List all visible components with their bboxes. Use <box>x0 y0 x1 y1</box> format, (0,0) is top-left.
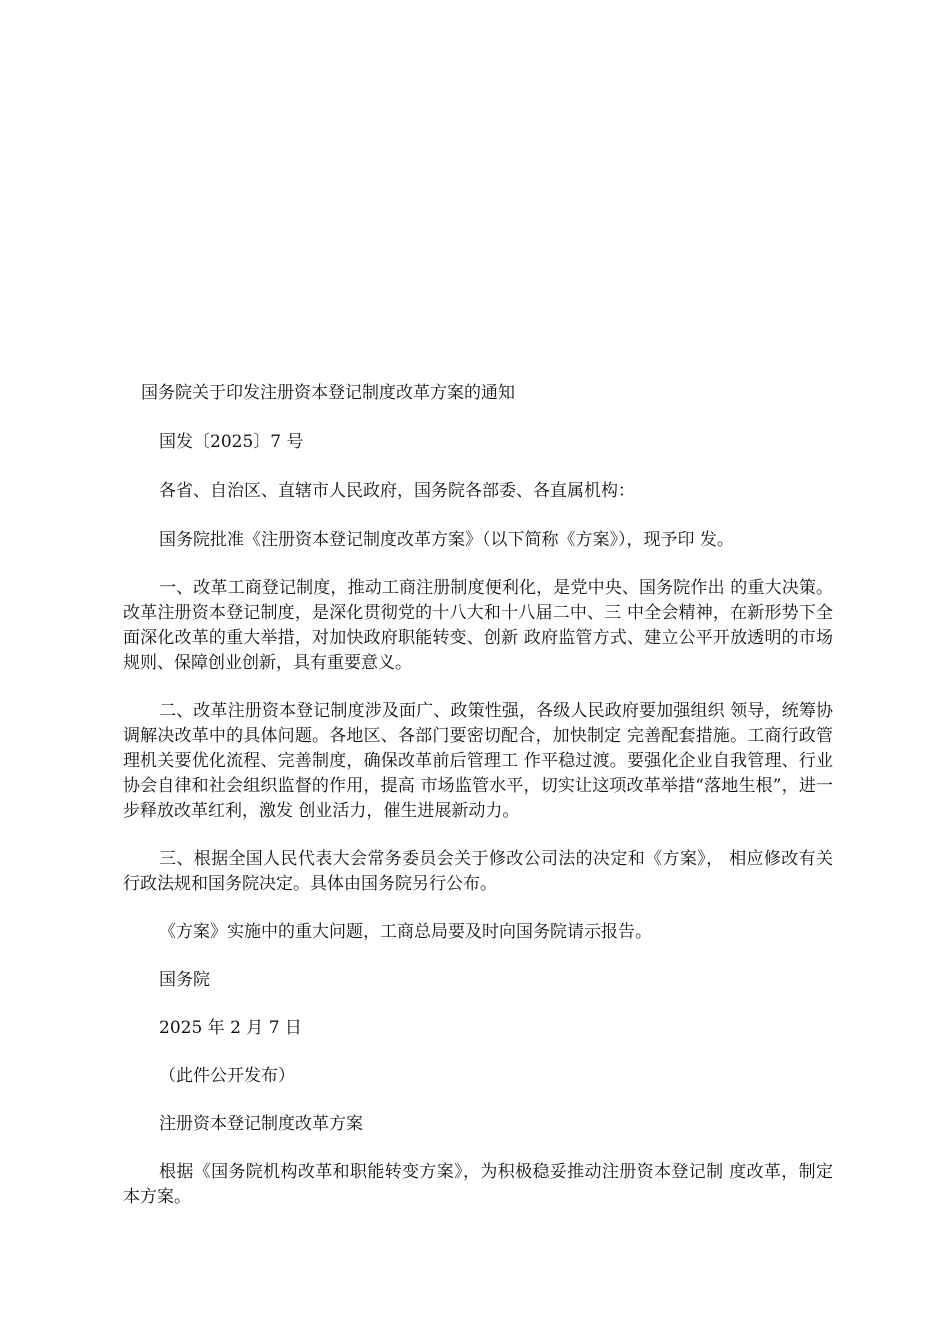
paragraph-2: 二、改革注册资本登记制度涉及面广、政策性强，各级人民政府要加强组织 领导，统筹协调解决改革中的具体问题。各地区、各部门要密切配合，加快制定 完善配套措施。工商行政管理机关要优化流程、完善制度，确保改革前后管理工 作平稳过渡。要强化企业自我管理、行业协会自律和社会组织监督的作用，提高 市场监管水平，切实让这项改革举措“落地生根”，进一步释放改革红利，激发 创业活力，催生进展新动力。 <box>123 701 833 821</box>
signature: 国务院 <box>159 970 210 990</box>
document-body <box>123 381 833 1210</box>
paragraph-3: 三、根据全国人民代表大会常务委员会关于修改公司法的决定和《方案》， 相应修改有关行政法规和国务院决定。具体由国务院另行公布。 <box>123 849 833 894</box>
notice-title: 国务院关于印发注册资本登记制度改革方案的通知 <box>141 383 515 403</box>
intro-paragraph: 国务院批准《注册资本登记制度改革方案》（以下简称《方案》），现予印 发。 <box>159 530 734 550</box>
publish-note: （此件公开发布） <box>159 1066 295 1086</box>
document-number: 国发〔2025〕7 号 <box>159 432 304 452</box>
paragraph-4: 《方案》实施中的重大问题，工商总局要及时向国务院请示报告。 <box>159 922 652 942</box>
paragraph-1: 一、改革工商登记制度，推动工商注册制度便利化，是党中央、国务院作出 的重大决策。改革注册资本登记制度，是深化贯彻党的十八大和十八届二中、三 中全会精神，在新形势下全面深化改革的重大举措，对加快政府职能转变、创新 政府监管方式、建立公平开放透明的市场规则、保障创业创新，具有重要意义。 <box>123 578 833 673</box>
plan-intro: 根据《国务院机构改革和职能转变方案》，为积极稳妥推动注册资本登记制 度改革，制定本方案。 <box>123 1162 833 1207</box>
date: 2025 年 2 月 7 日 <box>159 1018 302 1038</box>
plan-title: 注册资本登记制度改革方案 <box>159 1114 363 1134</box>
addressee: 各省、自治区、直辖市人民政府，国务院各部委、各直属机构： <box>159 481 635 501</box>
